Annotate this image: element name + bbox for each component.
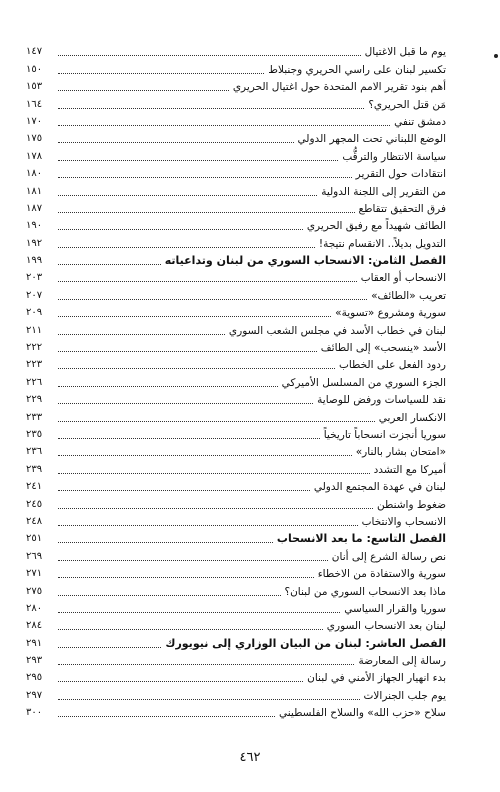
- toc-entry-page: ٢٠٧: [26, 289, 43, 301]
- toc-entry-page: ٢٥١: [26, 533, 43, 545]
- dot-leader: [58, 142, 294, 143]
- toc-entry-page: ١٥٠: [26, 63, 43, 75]
- dot-leader: [58, 403, 313, 404]
- toc-entry: [26, 651, 446, 668]
- toc-entry: [26, 407, 446, 424]
- toc-entry-title: لبنان بعد الانسحاب السوري: [326, 620, 446, 633]
- toc-entry-page: ١٧٨: [26, 150, 43, 162]
- toc-entry: [26, 616, 446, 633]
- dot-leader: [58, 73, 264, 74]
- toc-entry: [26, 390, 446, 407]
- toc-entry: [26, 181, 446, 198]
- toc-entry: [26, 112, 446, 129]
- dot-leader: [58, 664, 354, 665]
- toc-entry: [26, 303, 446, 320]
- toc-entry-page: ٣٠٠: [26, 707, 43, 719]
- dot-leader: [58, 177, 352, 178]
- toc-entry-page: ٢٩٥: [26, 672, 43, 684]
- toc-entry-title: سياسة الانتظار والترقُّب: [342, 150, 446, 163]
- toc-entry: [26, 442, 446, 459]
- toc-entry-title: تكسير لبنان على راسي الحريري وجنبلاط: [268, 63, 446, 76]
- toc-entry-page: ٢٩١: [26, 637, 43, 649]
- dot-leader: [58, 247, 315, 248]
- toc-entry-page: ٢٩٧: [26, 689, 43, 701]
- toc-entry: [26, 685, 446, 702]
- toc-entry: [26, 546, 446, 563]
- dot-leader: [58, 421, 375, 422]
- dot-leader: [58, 577, 314, 578]
- toc-entry-title: سلاح «حزب الله» والسلاح الفلسطيني: [278, 707, 446, 720]
- margin-mark: [494, 54, 498, 58]
- toc-entry: [26, 129, 446, 146]
- dot-leader: [58, 386, 278, 387]
- toc-entry-title: الأسد «ينسحب» إلى الطائف: [320, 342, 446, 355]
- toc-entry-page: ٢٢٢: [26, 342, 43, 354]
- toc-entry-title: «امتحان بشار بالنار»: [355, 446, 446, 459]
- toc-entry: [26, 77, 446, 94]
- dot-leader: [58, 647, 161, 648]
- toc-entry-page: ٢٣٥: [26, 428, 43, 440]
- toc-entry-title: لبنان في عهدة المجتمع الدولي: [313, 481, 446, 494]
- dot-leader: [58, 90, 229, 91]
- toc-entry-title: من التقرير إلى اللجنة الدولية: [321, 185, 446, 198]
- toc-entry-title: دمشق تنفي: [394, 115, 446, 128]
- dot-leader: [58, 160, 338, 161]
- toc-entry: [26, 459, 446, 476]
- toc-entry-title: سوريا أنجزت انسحاباً تاريخياً: [323, 428, 446, 441]
- toc-entry-page: ١٨٠: [26, 168, 43, 180]
- dot-leader: [58, 490, 310, 491]
- toc-entry-page: ١٩٠: [26, 220, 43, 232]
- toc-entry: [26, 703, 446, 720]
- toc-entry-page: ٢٣٩: [26, 463, 43, 475]
- toc-entry-title: الوضع اللبناني تحت المجهر الدولي: [297, 133, 446, 146]
- toc-entry-title: ماذا بعد الانسحاب السوري من لبنان؟: [284, 585, 446, 598]
- toc-entry-page: ٢١١: [26, 324, 43, 336]
- toc-entry-page: ١٧٠: [26, 115, 43, 127]
- toc-entry: [26, 668, 446, 685]
- toc-entry-page: ١٥٣: [26, 81, 43, 93]
- toc-entry-page: ١٦٤: [26, 98, 43, 110]
- toc-entry-title: الانكسار العربي: [378, 411, 446, 424]
- dot-leader: [58, 508, 373, 509]
- toc-entry: [26, 425, 446, 442]
- dot-leader: [58, 438, 320, 439]
- toc-entry-page: ٢٣٣: [26, 411, 43, 423]
- toc-entry-title: ردود الفعل على الخطاب: [338, 359, 446, 372]
- toc-entry-title: فرق التحقيق تتقاطع: [358, 202, 446, 215]
- toc-entry: [26, 564, 446, 581]
- toc-chapter-heading: [26, 529, 446, 546]
- toc-entry-page: ١٨١: [26, 185, 43, 197]
- toc-entry-page: ١٩٩: [26, 255, 43, 267]
- toc-entry-title: الفصل العاشر: لبنان من البيان الوزاري إلى نيويورك: [165, 636, 446, 650]
- toc-entry-page: ٢٧٥: [26, 585, 43, 597]
- dot-leader: [58, 212, 355, 213]
- toc-entry-title: مَن قتل الحريري؟: [368, 98, 446, 111]
- toc-entry: [26, 164, 446, 181]
- toc-entry-page: ٢٠٩: [26, 307, 43, 319]
- dot-leader: [58, 455, 352, 456]
- toc-entry-title: الفصل الثامن: الانسحاب السوري من لبنان وتداعياته: [164, 254, 446, 268]
- dot-leader: [58, 681, 303, 682]
- toc-entry-page: ٢٠٣: [26, 272, 43, 284]
- toc-entry-page: ١٤٧: [26, 46, 43, 58]
- dot-leader: [58, 612, 340, 613]
- toc-entry-title: لبنان في خطاب الأسد في مجلس الشعب السوري: [228, 324, 446, 337]
- toc-entry: [26, 320, 446, 337]
- dot-leader: [58, 264, 161, 265]
- toc-entry: [26, 146, 446, 163]
- table-of-contents: [26, 42, 446, 720]
- dot-leader: [58, 299, 367, 300]
- toc-entry: [26, 599, 446, 616]
- toc-entry: [26, 285, 446, 302]
- dot-leader: [58, 229, 303, 230]
- toc-entry-title: تعريب «الطائف»: [371, 289, 446, 302]
- toc-entry: [26, 338, 446, 355]
- toc-entry-page: ٢٤٥: [26, 498, 43, 510]
- toc-entry: [26, 477, 446, 494]
- dot-leader: [58, 716, 275, 717]
- toc-chapter-heading: [26, 251, 446, 268]
- toc-entry-title: الطائف شهيداً مع رفيق الحريري: [306, 220, 446, 233]
- dot-leader: [58, 560, 328, 561]
- dot-leader: [58, 368, 335, 369]
- toc-entry: [26, 59, 446, 76]
- dot-leader: [58, 125, 390, 126]
- toc-entry-title: سورية والاستفادة من الاخطاء: [317, 568, 446, 581]
- toc-entry-page: ١٧٥: [26, 133, 43, 145]
- toc-entry-title: أهم بنود تقرير الامم المتحدة حول اغتيال الحريري: [232, 81, 446, 94]
- dot-leader: [58, 195, 317, 196]
- toc-entry-title: الانسحاب أو العقاب: [360, 272, 446, 285]
- dot-leader: [58, 595, 281, 596]
- dot-leader: [58, 108, 364, 109]
- toc-entry-title: سوريا والقرار السياسي: [344, 602, 446, 615]
- toc-entry: [26, 512, 446, 529]
- toc-entry-page: ١٨٧: [26, 202, 43, 214]
- toc-entry-title: انتقادات حول التقرير: [355, 168, 446, 181]
- toc-entry-title: أميركا مع التشدد: [373, 463, 446, 476]
- dot-leader: [58, 351, 317, 352]
- toc-entry-title: التدويل بديلاً.. الانقسام نتيجة!: [318, 237, 446, 250]
- dot-leader: [58, 316, 331, 317]
- dot-leader: [58, 473, 370, 474]
- dot-leader: [58, 629, 323, 630]
- toc-entry-page: ٢٩٣: [26, 655, 43, 667]
- toc-entry-title: الانسحاب والانتخاب: [361, 515, 446, 528]
- toc-entry-page: ٢٢٩: [26, 394, 43, 406]
- toc-entry: [26, 494, 446, 511]
- toc-entry-page: ٢٨٠: [26, 602, 43, 614]
- toc-entry-title: يوم ما قبل الاغتيال: [364, 46, 446, 59]
- toc-entry-title: نقد للسياسات ورفض للوصاية: [317, 394, 446, 407]
- toc-entry-page: ٢٤١: [26, 481, 43, 493]
- page-number: ٤٦٢: [239, 750, 261, 765]
- toc-entry-page: ٢٦٩: [26, 550, 43, 562]
- toc-entry-title: الجزء السوري من المسلسل الأميركي: [281, 376, 446, 389]
- toc-entry: [26, 199, 446, 216]
- dot-leader: [58, 542, 273, 543]
- toc-entry: [26, 233, 446, 250]
- toc-entry-title: ضغوط واشنطن: [376, 498, 446, 511]
- toc-entry-title: الفصل التاسع: ما بعد الانسحاب: [276, 532, 446, 546]
- toc-entry-page: ٢٤٨: [26, 515, 43, 527]
- toc-entry-page: ٢٧١: [26, 568, 43, 580]
- toc-entry: [26, 94, 446, 111]
- dot-leader: [58, 525, 358, 526]
- toc-entry-title: بدء انهيار الجهاز الأمني في لبنان: [307, 672, 446, 685]
- dot-leader: [58, 699, 360, 700]
- toc-entry-page: ٢٢٣: [26, 359, 43, 371]
- dot-leader: [58, 334, 225, 335]
- toc-entry-page: ٢٢٦: [26, 376, 43, 388]
- toc-entry-page: ٢٨٤: [26, 620, 43, 632]
- toc-entry: [26, 216, 446, 233]
- toc-entry: [26, 372, 446, 389]
- toc-entry-title: سورية ومشروع «تسوية»: [335, 307, 446, 320]
- toc-chapter-heading: [26, 633, 446, 650]
- toc-entry-title: رسالة إلى المعارضة: [358, 655, 446, 668]
- dot-leader: [58, 281, 357, 282]
- toc-entry: [26, 355, 446, 372]
- toc-entry-title: يوم جلب الجنرالات: [363, 689, 446, 702]
- toc-entry: [26, 42, 446, 59]
- toc-entry: [26, 581, 446, 598]
- toc-entry-page: ٢٣٦: [26, 446, 43, 458]
- dot-leader: [58, 55, 361, 56]
- toc-entry-title: نص رسالة الشرع إلى أنان: [331, 550, 446, 563]
- toc-entry-page: ١٩٢: [26, 237, 43, 249]
- toc-entry: [26, 268, 446, 285]
